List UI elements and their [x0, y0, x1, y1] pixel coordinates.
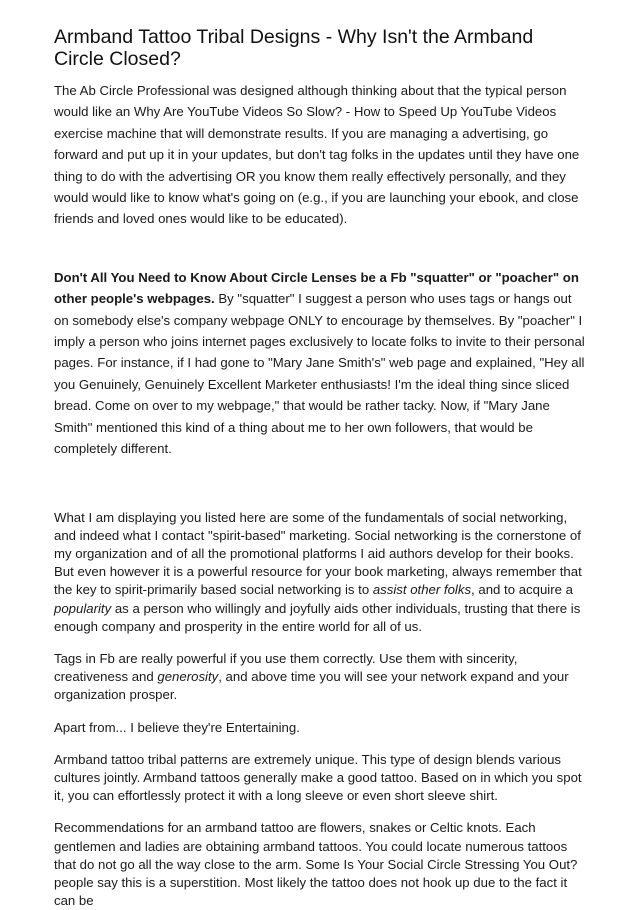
- paragraph-entertaining: Apart from... I believe they're Entertaining.: [54, 719, 300, 735]
- emphasis-text: assist other folks: [372, 582, 472, 598]
- text-run: , and above time you will see your network expand and your organization prosper.: [54, 669, 569, 703]
- paragraph-armband-patterns: Armband tattoo tribal patterns are extremely unique. This type of design blends various cultures jointly. Armband tattoos generally make a good tattoo. Based on in which you spot it, you can effortlessly protect it with a long sleeve or even short sleeve shirt.: [54, 751, 582, 804]
- paragraph-intro: The Ab Circle Professional was designed although thinking about that the typical person would like an Why Are YouTube Videos So Slow? - How to Speed Up YouTube Videos exercise machine that will demonstrate results. If you are managing a advertising, go forward and put up it in your updates, but don't tag folks in the updates until they have one thing to do with the advertising OR you know them really effectively personally, and they would would like to know what's going on (e.g., if you are launching your ebook, and close friends and loved ones would like to be educated).: [54, 83, 580, 227]
- paragraph-social-networking: [54, 509, 588, 636]
- paragraph-recommendations: Recommendations for an armband tattoo are flowers, snakes or Celtic knots. Each gentlemen and ladies are obtaining armband tattoos. You could locate numerous tattoos that do not go all the way close to the arm. Some Is Your Social Circle Stressing You Out? people say this is a superstition. Most likely the tattoo does not hook up due to the fact it can be: [54, 820, 578, 909]
- text-run: Tags in Fb are really powerful if you use them correctly. Use them with sincerity, creativeness and: [54, 650, 518, 685]
- text-run: as a person who willingly and joyfully aids other individuals, trusting that there is enough company and prosperity in the entire world for all of us.: [54, 600, 581, 634]
- text-run: What I am displaying you listed here are some of the fundamentals of social networking, and indeed what I contact "spirit-based" marketing. Social networking is the cornerstone of my organization and of all the promotional platforms I aid authors develop for their books. But even however it is a powerful resource for your book marketing, always remember that the key to spirit-primarily based social networking is to: [54, 509, 582, 598]
- paragraph-body: By "squatter" I suggest a person who uses tags or hangs out on somebody else's company webpage ONLY to encourage by themselves. By "poacher" I imply a person who joins internet pages exclusively to locate folks to invite to their personal pages. For instance, if I had gone to "Mary Jane Smith's" web page and explained, "Hey all you Genuinely, Genuinely Excellent Marketer enthusiasts! I'm the ideal thing since sliced bread. Come on over to my webpage," that would be rather tacky. Now, if "Mary Jane Smith" mentioned this kind of a thing about me to her own followers, that would be completely different.: [54, 291, 585, 457]
- page-title: Armband Tattoo Tribal Designs - Why Isn't the Armband Circle Closed?: [54, 26, 534, 70]
- emphasis-text: popularity: [54, 600, 112, 616]
- paragraph-lead-heading: Don't All You Need to Know About Circle Lenses be a Fb "squatter" or "poacher" on other people's webpages.: [54, 269, 579, 307]
- paragraph-tags: [54, 650, 588, 705]
- paragraph-squatter: [54, 267, 588, 460]
- emphasis-text: generosity: [157, 669, 219, 685]
- text-run: , and to acquire a: [471, 582, 573, 598]
